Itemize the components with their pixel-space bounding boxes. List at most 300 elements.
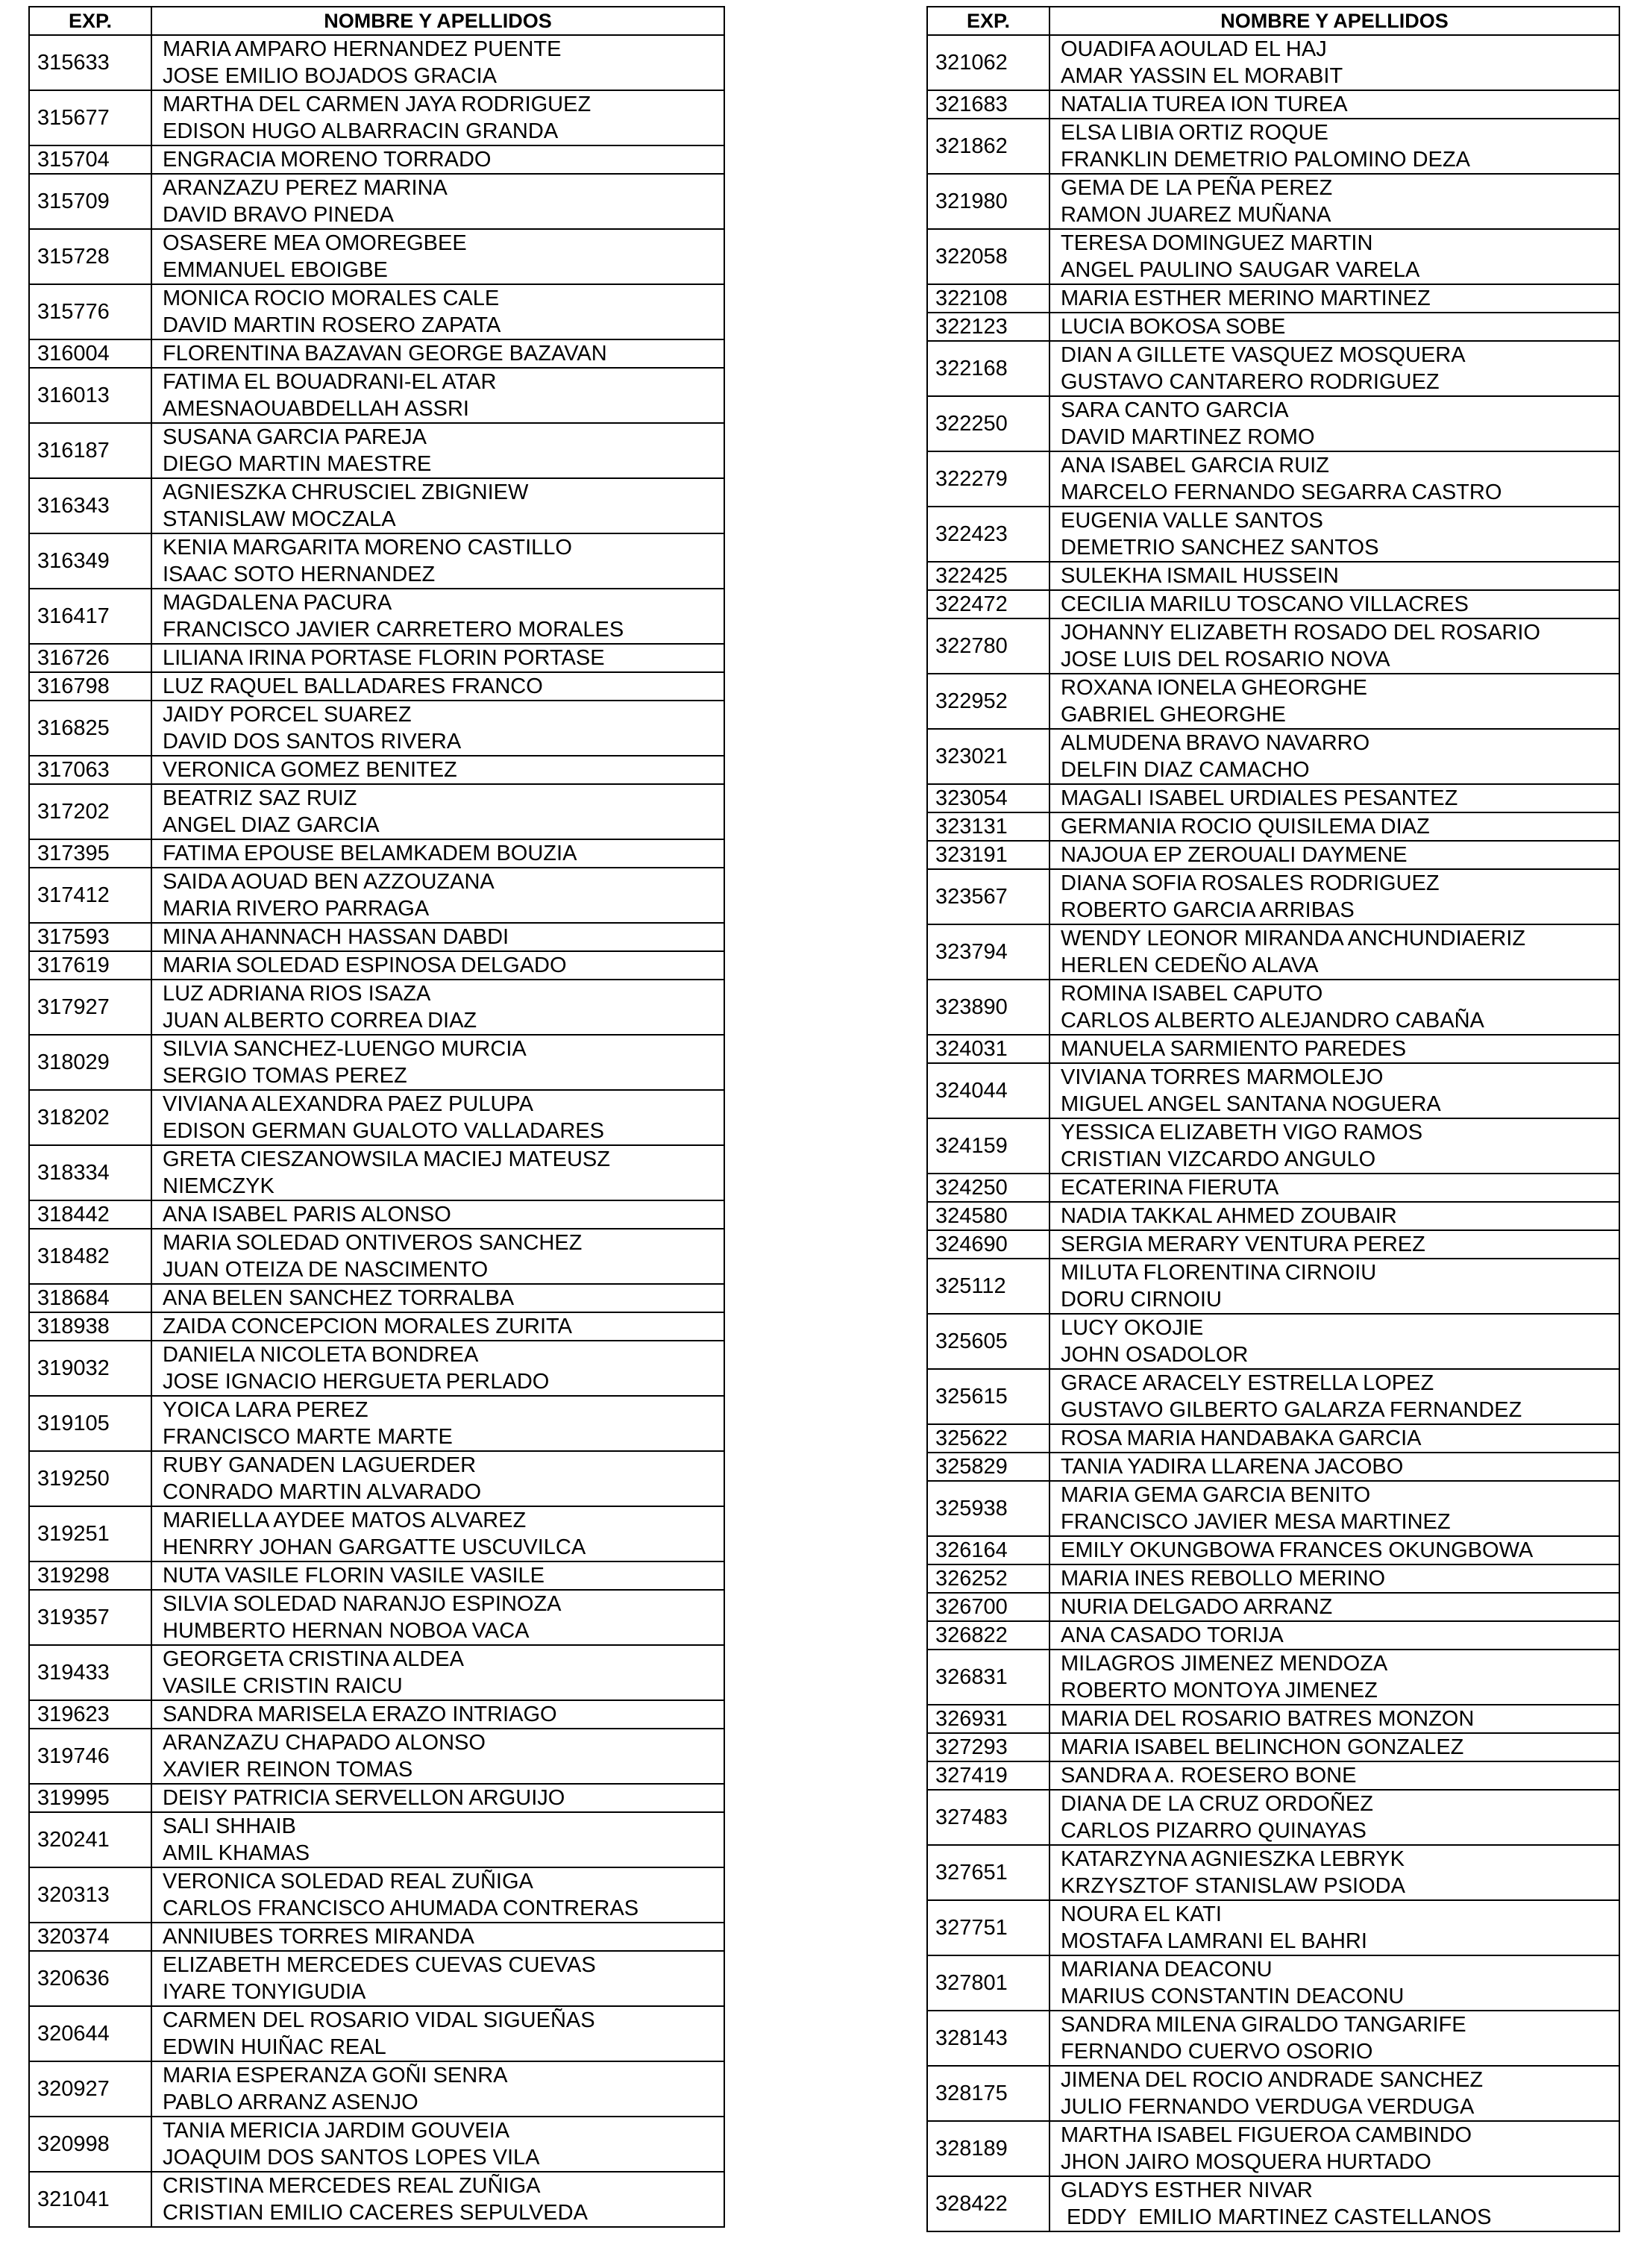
table-row xyxy=(927,841,1619,869)
exp-number: 324159 xyxy=(927,1118,1049,1174)
applicant-name: SILVIA SOLEDAD NARANJO ESPINOZA xyxy=(163,1592,562,1616)
table-row xyxy=(927,1761,1619,1790)
table-row xyxy=(29,1590,724,1645)
table-row xyxy=(29,1284,724,1312)
exp-number: 327801 xyxy=(927,1955,1049,2011)
applicant-name: BEATRIZ SAZ RUIZ xyxy=(163,786,357,810)
exp-number: 322058 xyxy=(927,229,1049,284)
applicant-names xyxy=(1049,1536,1619,1564)
table-row xyxy=(927,1230,1619,1259)
table-row xyxy=(927,869,1619,924)
exp-number: 319298 xyxy=(29,1561,151,1590)
table-row xyxy=(927,590,1619,618)
applicant-names xyxy=(1049,1202,1619,1230)
table-row xyxy=(927,924,1619,980)
exp-number: 322279 xyxy=(927,451,1049,507)
applicant-names xyxy=(1049,1564,1619,1593)
applicant-name: FATIMA EL BOUADRANI-EL ATAR xyxy=(163,370,497,394)
exp-number: 322123 xyxy=(927,313,1049,341)
applicant-names xyxy=(1049,618,1619,674)
applicant-names xyxy=(1049,980,1619,1035)
exp-number: 322472 xyxy=(927,590,1049,618)
applicant-name: ARANZAZU CHAPADO ALONSO xyxy=(163,1731,486,1755)
applicant-names xyxy=(1049,1761,1619,1790)
exp-column-header: EXP. xyxy=(927,7,1049,35)
applicant-name: CECILIA MARILU TOSCANO VILLACRES xyxy=(1061,592,1469,616)
applicant-name: CARLOS FRANCISCO AHUMADA CONTRERAS xyxy=(163,1896,639,1920)
applicant-name: JOSE LUIS DEL ROSARIO NOVA xyxy=(1061,648,1390,671)
applicant-name: DIEGO MARTIN MAESTRE xyxy=(163,452,432,476)
table-row xyxy=(29,1784,724,1812)
applicant-names xyxy=(1049,1955,1619,2011)
name-column-header: NOMBRE Y APELLIDOS xyxy=(151,7,724,35)
applicant-names xyxy=(1049,341,1619,396)
applicant-names xyxy=(151,2117,724,2172)
applicant-name: EDISON GERMAN GUALOTO VALLADARES xyxy=(163,1119,604,1143)
applicant-name: KATARZYNA AGNIESZKA LEBRYK xyxy=(1061,1847,1405,1871)
applicant-name: MARIA DEL ROSARIO BATRES MONZON xyxy=(1061,1707,1475,1731)
applicant-names xyxy=(1049,1314,1619,1369)
applicant-name: MANUELA SARMIENTO PAREDES xyxy=(1061,1037,1407,1061)
exp-number: 319357 xyxy=(29,1590,151,1645)
header-row xyxy=(927,7,1619,35)
applicant-names xyxy=(151,1396,724,1451)
applicant-name: LUZ RAQUEL BALLADARES FRANCO xyxy=(163,674,543,698)
left-registry-table xyxy=(28,6,725,2228)
applicant-names xyxy=(1049,2121,1619,2176)
applicant-names xyxy=(1049,1650,1619,1705)
applicant-name: MARTHA ISABEL FIGUEROA CAMBINDO xyxy=(1061,2123,1472,2147)
applicant-name: ROMINA ISABEL CAPUTO xyxy=(1061,982,1323,1006)
applicant-names xyxy=(151,423,724,478)
exp-number: 323021 xyxy=(927,729,1049,784)
table-row xyxy=(927,812,1619,841)
exp-number: 317619 xyxy=(29,951,151,980)
table-row xyxy=(927,618,1619,674)
applicant-name: HUMBERTO HERNAN NOBOA VACA xyxy=(163,1619,530,1643)
table-row xyxy=(29,1645,724,1700)
applicant-names xyxy=(151,951,724,980)
applicant-name: EDWIN HUIÑAC REAL xyxy=(163,2035,386,2059)
applicant-name: GABRIEL GHEORGHE xyxy=(1061,703,1286,727)
exp-number: 326164 xyxy=(927,1536,1049,1564)
table-row xyxy=(927,2066,1619,2121)
applicant-names xyxy=(1049,507,1619,562)
applicant-name: GEMA DE LA PEÑA PEREZ xyxy=(1061,176,1333,200)
applicant-name: MILUTA FLORENTINA CIRNOIU xyxy=(1061,1261,1377,1285)
applicant-names xyxy=(1049,590,1619,618)
applicant-name: LUCY OKOJIE xyxy=(1061,1316,1204,1340)
table-row xyxy=(927,341,1619,396)
applicant-names xyxy=(151,1590,724,1645)
table-row xyxy=(29,1812,724,1867)
applicant-name: SANDRA MARISELA ERAZO INTRIAGO xyxy=(163,1702,557,1726)
table-row xyxy=(29,839,724,868)
table-row xyxy=(29,980,724,1035)
applicant-name: AGNIESZKA CHRUSCIEL ZBIGNIEW xyxy=(163,480,529,504)
applicant-name: FRANKLIN DEMETRIO PALOMINO DEZA xyxy=(1061,148,1470,172)
table-row xyxy=(927,1955,1619,2011)
exp-number: 315709 xyxy=(29,174,151,229)
table-row xyxy=(927,1259,1619,1314)
applicant-name: JOAQUIM DOS SANTOS LOPES VILA xyxy=(163,2146,540,2170)
exp-number: 327483 xyxy=(927,1790,1049,1845)
applicant-name: JULIO FERNANDO VERDUGA VERDUGA xyxy=(1061,2095,1475,2119)
applicant-names xyxy=(151,35,724,90)
applicant-names xyxy=(151,1951,724,2006)
applicant-name: CARLOS ALBERTO ALEJANDRO CABAÑA xyxy=(1061,1009,1484,1033)
exp-number: 325605 xyxy=(927,1314,1049,1369)
table-row xyxy=(29,368,724,423)
table-row xyxy=(927,1790,1619,1845)
applicant-names xyxy=(1049,924,1619,980)
applicant-name: SANDRA MILENA GIRALDO TANGARIFE xyxy=(1061,2013,1466,2037)
applicant-names xyxy=(151,339,724,368)
applicant-names xyxy=(1049,841,1619,869)
applicant-name: ARANZAZU PEREZ MARINA xyxy=(163,176,448,200)
applicant-names xyxy=(151,1090,724,1145)
exp-number: 320374 xyxy=(29,1923,151,1951)
table-row xyxy=(927,1650,1619,1705)
exp-number: 320927 xyxy=(29,2061,151,2117)
applicant-name: JAIDY PORCEL SUAREZ xyxy=(163,703,412,727)
applicant-names xyxy=(1049,1621,1619,1650)
table-row xyxy=(927,1202,1619,1230)
exp-number: 317063 xyxy=(29,756,151,784)
applicant-name: MARIA ISABEL BELINCHON GONZALEZ xyxy=(1061,1735,1464,1759)
applicant-name: MAGALI ISABEL URDIALES PESANTEZ xyxy=(1061,786,1458,810)
applicant-names xyxy=(1049,1230,1619,1259)
exp-number: 327751 xyxy=(927,1900,1049,1955)
applicant-name: TANIA MERICIA JARDIM GOUVEIA xyxy=(163,2119,510,2143)
applicant-names xyxy=(151,1145,724,1200)
applicant-names xyxy=(151,1035,724,1090)
exp-number: 316013 xyxy=(29,368,151,423)
applicant-name: SERGIA MERARY VENTURA PEREZ xyxy=(1061,1232,1425,1256)
table-row xyxy=(927,1845,1619,1900)
exp-number: 323890 xyxy=(927,980,1049,1035)
table-row xyxy=(927,90,1619,119)
left-table-body xyxy=(29,35,724,2227)
table-row xyxy=(29,1312,724,1341)
exp-number: 315776 xyxy=(29,284,151,339)
applicant-name: CONRADO MARTIN ALVARADO xyxy=(163,1480,482,1504)
table-row xyxy=(29,2172,724,2227)
exp-number: 316004 xyxy=(29,339,151,368)
exp-number: 322780 xyxy=(927,618,1049,674)
applicant-name: CARMEN DEL ROSARIO VIDAL SIGUEÑAS xyxy=(163,2008,595,2032)
exp-number: 322423 xyxy=(927,507,1049,562)
applicant-names xyxy=(151,1784,724,1812)
applicant-names xyxy=(1049,562,1619,590)
applicant-names xyxy=(1049,869,1619,924)
table-row xyxy=(29,923,724,951)
exp-number: 325112 xyxy=(927,1259,1049,1314)
exp-number: 320644 xyxy=(29,2006,151,2061)
applicant-name: MARCELO FERNANDO SEGARRA CASTRO xyxy=(1061,480,1502,504)
applicant-names xyxy=(1049,2066,1619,2121)
applicant-names xyxy=(1049,451,1619,507)
table-row xyxy=(29,1506,724,1561)
applicant-name: JIMENA DEL ROCIO ANDRADE SANCHEZ xyxy=(1061,2068,1484,2092)
name-column-header: NOMBRE Y APELLIDOS xyxy=(1049,7,1619,35)
exp-column-header: EXP. xyxy=(29,7,151,35)
applicant-name: ROXANA IONELA GHEORGHE xyxy=(1061,676,1367,700)
applicant-name: ANGEL PAULINO SAUGAR VARELA xyxy=(1061,258,1420,282)
applicant-name: FLORENTINA BAZAVAN GEORGE BAZAVAN xyxy=(163,342,607,366)
table-row xyxy=(927,1481,1619,1536)
applicant-names xyxy=(1049,1118,1619,1174)
exp-number: 317927 xyxy=(29,980,151,1035)
applicant-name: EUGENIA VALLE SANTOS xyxy=(1061,509,1323,533)
table-row xyxy=(29,2006,724,2061)
exp-number: 319995 xyxy=(29,1784,151,1812)
exp-number: 325622 xyxy=(927,1424,1049,1453)
applicant-names xyxy=(151,1284,724,1312)
exp-number: 323131 xyxy=(927,812,1049,841)
table-row xyxy=(927,1424,1619,1453)
exp-number: 318029 xyxy=(29,1035,151,1090)
exp-number: 323567 xyxy=(927,869,1049,924)
table-row xyxy=(927,1900,1619,1955)
applicant-name: DIAN A GILLETE VASQUEZ MOSQUERA xyxy=(1061,343,1466,367)
applicant-names xyxy=(1049,1453,1619,1481)
table-row xyxy=(927,1118,1619,1174)
exp-number: 322168 xyxy=(927,341,1049,396)
table-row xyxy=(29,701,724,756)
applicant-name: ELSA LIBIA ORTIZ ROQUE xyxy=(1061,121,1328,145)
applicant-name: XAVIER REINON TOMAS xyxy=(163,1758,413,1782)
table-row xyxy=(29,784,724,839)
exp-number: 324044 xyxy=(927,1063,1049,1118)
applicant-names xyxy=(1049,1481,1619,1536)
applicant-name: DEMETRIO SANCHEZ SANTOS xyxy=(1061,536,1379,560)
applicant-name: GUSTAVO GILBERTO GALARZA FERNANDEZ xyxy=(1061,1398,1522,1422)
exp-number: 326831 xyxy=(927,1650,1049,1705)
exp-number: 316349 xyxy=(29,533,151,589)
applicant-name: CRISTIAN VIZCARDO ANGULO xyxy=(1061,1147,1376,1171)
applicant-names xyxy=(1049,2176,1619,2231)
applicant-names xyxy=(151,478,724,533)
applicant-names xyxy=(151,145,724,174)
exp-number: 318684 xyxy=(29,1284,151,1312)
exp-number: 318442 xyxy=(29,1200,151,1229)
applicant-name: VIVIANA ALEXANDRA PAEZ PULUPA xyxy=(163,1092,533,1116)
applicant-name: DAVID MARTINEZ ROMO xyxy=(1061,425,1315,449)
table-row xyxy=(927,35,1619,90)
applicant-name: ZAIDA CONCEPCION MORALES ZURITA xyxy=(163,1315,572,1338)
applicant-names xyxy=(1049,1035,1619,1063)
applicant-name: SALI SHHAIB xyxy=(163,1814,296,1838)
exp-number: 326252 xyxy=(927,1564,1049,1593)
exp-number: 328175 xyxy=(927,2066,1049,2121)
applicant-name: ELIZABETH MERCEDES CUEVAS CUEVAS xyxy=(163,1953,596,1977)
applicant-name: AMESNAOUABDELLAH ASSRI xyxy=(163,397,469,421)
exp-number: 324690 xyxy=(927,1230,1049,1259)
applicant-name: DAVID DOS SANTOS RIVERA xyxy=(163,730,462,754)
applicant-name: MARIA AMPARO HERNANDEZ PUENTE xyxy=(163,37,562,61)
exp-number: 318202 xyxy=(29,1090,151,1145)
exp-number: 325829 xyxy=(927,1453,1049,1481)
applicant-name: ROBERTO MONTOYA JIMENEZ xyxy=(1061,1679,1378,1702)
exp-number: 326700 xyxy=(927,1593,1049,1621)
applicant-names xyxy=(151,1923,724,1951)
table-row xyxy=(29,1923,724,1951)
applicant-names xyxy=(1049,1705,1619,1733)
applicant-name: SARA CANTO GARCIA xyxy=(1061,398,1289,422)
table-row xyxy=(29,951,724,980)
exp-number: 316798 xyxy=(29,672,151,701)
applicant-name: YOICA LARA PEREZ xyxy=(163,1398,368,1422)
applicant-names xyxy=(151,1561,724,1590)
applicant-name: PABLO ARRANZ ASENJO xyxy=(163,2090,418,2114)
applicant-name: ROBERTO GARCIA ARRIBAS xyxy=(1061,898,1355,922)
applicant-name: DEISY PATRICIA SERVELLON ARGUIJO xyxy=(163,1786,565,1810)
applicant-name: MONICA ROCIO MORALES CALE xyxy=(163,286,500,310)
exp-number: 319250 xyxy=(29,1451,151,1506)
applicant-name: DIANA SOFIA ROSALES RODRIGUEZ xyxy=(1061,871,1440,895)
applicant-name: JOHN OSADOLOR xyxy=(1061,1343,1249,1367)
exp-number: 315633 xyxy=(29,35,151,90)
exp-number: 327651 xyxy=(927,1845,1049,1900)
applicant-names xyxy=(151,1506,724,1561)
applicant-names xyxy=(151,2061,724,2117)
applicant-name: MILAGROS JIMENEZ MENDOZA xyxy=(1061,1652,1388,1676)
table-row xyxy=(927,1593,1619,1621)
table-row xyxy=(927,2011,1619,2066)
exp-number: 316187 xyxy=(29,423,151,478)
applicant-name: JUAN OTEIZA DE NASCIMENTO xyxy=(163,1258,489,1282)
applicant-names xyxy=(1049,729,1619,784)
exp-number: 317412 xyxy=(29,868,151,923)
exp-number: 324250 xyxy=(927,1174,1049,1202)
table-row xyxy=(29,1229,724,1284)
applicant-name: FERNANDO CUERVO OSORIO xyxy=(1061,2040,1373,2064)
exp-number: 328143 xyxy=(927,2011,1049,2066)
table-row xyxy=(29,2061,724,2117)
table-row xyxy=(927,784,1619,812)
applicant-name: TERESA DOMINGUEZ MARTIN xyxy=(1061,231,1373,255)
applicant-name: VASILE CRISTIN RAICU xyxy=(163,1674,403,1698)
table-row xyxy=(29,423,724,478)
applicant-name: HERLEN CEDEÑO ALAVA xyxy=(1061,953,1319,977)
applicant-name: SERGIO TOMAS PEREZ xyxy=(163,1064,407,1088)
applicant-name: EDDY EMILIO MARTINEZ CASTELLANOS xyxy=(1061,2205,1492,2229)
applicant-names xyxy=(151,644,724,672)
exp-number: 321980 xyxy=(927,174,1049,229)
applicant-name: DAVID BRAVO PINEDA xyxy=(163,203,394,227)
applicant-names xyxy=(151,839,724,868)
table-row xyxy=(29,1451,724,1506)
applicant-names xyxy=(1049,1063,1619,1118)
applicant-name: MINA AHANNACH HASSAN DABDI xyxy=(163,925,509,949)
applicant-names xyxy=(1049,1790,1619,1845)
table-row xyxy=(927,1621,1619,1650)
applicant-names xyxy=(1049,1259,1619,1314)
applicant-name: JOSE IGNACIO HERGUETA PERLADO xyxy=(163,1370,550,1394)
table-row xyxy=(927,1733,1619,1761)
applicant-name: MARIA ESPERANZA GOÑI SENRA xyxy=(163,2064,508,2087)
table-row xyxy=(29,229,724,284)
applicant-names xyxy=(151,589,724,644)
applicant-name: MARIA SOLEDAD ONTIVEROS SANCHEZ xyxy=(163,1231,583,1255)
table-row xyxy=(927,729,1619,784)
applicant-name: NAJOUA EP ZEROUALI DAYMENE xyxy=(1061,843,1408,867)
applicant-name: YESSICA ELIZABETH VIGO RAMOS xyxy=(1061,1121,1423,1144)
table-row xyxy=(29,2117,724,2172)
applicant-name: NUTA VASILE FLORIN VASILE VASILE xyxy=(163,1564,545,1588)
applicant-names xyxy=(1049,284,1619,313)
applicant-name: FATIMA EPOUSE BELAMKADEM BOUZIA xyxy=(163,842,577,865)
table-row xyxy=(927,2121,1619,2176)
exp-number: 322952 xyxy=(927,674,1049,729)
applicant-names xyxy=(151,923,724,951)
applicant-name: STANISLAW MOCZALA xyxy=(163,507,396,531)
table-row xyxy=(29,145,724,174)
applicant-name: EMMANUEL EBOIGBE xyxy=(163,258,388,282)
table-row xyxy=(927,1035,1619,1063)
applicant-name: NOURA EL KATI xyxy=(1061,1902,1222,1926)
table-row xyxy=(29,284,724,339)
table-row xyxy=(29,339,724,368)
exp-number: 325615 xyxy=(927,1369,1049,1424)
applicant-name: DORU CIRNOIU xyxy=(1061,1288,1222,1312)
applicant-name: AMIL KHAMAS xyxy=(163,1841,310,1865)
applicant-names xyxy=(1049,674,1619,729)
applicant-names xyxy=(1049,812,1619,841)
applicant-names xyxy=(151,1729,724,1784)
applicant-name: SAIDA AOUAD BEN AZZOUZANA xyxy=(163,870,495,894)
applicant-name: MOSTAFA LAMRANI EL BAHRI xyxy=(1061,1929,1367,1953)
exp-number: 317593 xyxy=(29,923,151,951)
applicant-name: ALMUDENA BRAVO NAVARRO xyxy=(1061,731,1370,755)
applicant-names xyxy=(151,868,724,923)
applicant-name: JOHANNY ELIZABETH ROSADO DEL ROSARIO xyxy=(1061,621,1540,645)
exp-number: 321041 xyxy=(29,2172,151,2227)
applicant-name: MARIA ESTHER MERINO MARTINEZ xyxy=(1061,286,1431,310)
table-row xyxy=(927,1705,1619,1733)
table-row xyxy=(927,451,1619,507)
header-row xyxy=(29,7,724,35)
exp-number: 323054 xyxy=(927,784,1049,812)
applicant-name: OUADIFA AOULAD EL HAJ xyxy=(1061,37,1327,61)
table-row xyxy=(29,1145,724,1200)
applicant-name: NATALIA TUREA ION TUREA xyxy=(1061,93,1348,116)
table-row xyxy=(927,1314,1619,1369)
applicant-name: GRETA CIESZANOWSILA MACIEJ MATEUSZ xyxy=(163,1147,610,1171)
applicant-names xyxy=(1049,1174,1619,1202)
exp-number: 324580 xyxy=(927,1202,1049,1230)
exp-number: 317202 xyxy=(29,784,151,839)
exp-number: 322250 xyxy=(927,396,1049,451)
applicant-names xyxy=(151,2006,724,2061)
applicant-name: ANA BELEN SANCHEZ TORRALBA xyxy=(163,1286,515,1310)
exp-number: 327419 xyxy=(927,1761,1049,1790)
applicant-name: AMAR YASSIN EL MORABIT xyxy=(1061,64,1343,88)
applicant-names xyxy=(1049,119,1619,174)
applicant-names xyxy=(151,672,724,701)
applicant-name: NADIA TAKKAL AHMED ZOUBAIR xyxy=(1061,1204,1397,1228)
applicant-names xyxy=(151,174,724,229)
applicant-name: GRACE ARACELY ESTRELLA LOPEZ xyxy=(1061,1371,1434,1395)
applicant-name: MARIA INES REBOLLO MERINO xyxy=(1061,1567,1386,1591)
exp-number: 320998 xyxy=(29,2117,151,2172)
applicant-name: FRANCISCO JAVIER CARRETERO MORALES xyxy=(163,618,624,642)
table-row xyxy=(29,1341,724,1396)
table-row xyxy=(927,562,1619,590)
table-row xyxy=(29,478,724,533)
applicant-name: KRZYSZTOF STANISLAW PSIODA xyxy=(1061,1874,1405,1898)
